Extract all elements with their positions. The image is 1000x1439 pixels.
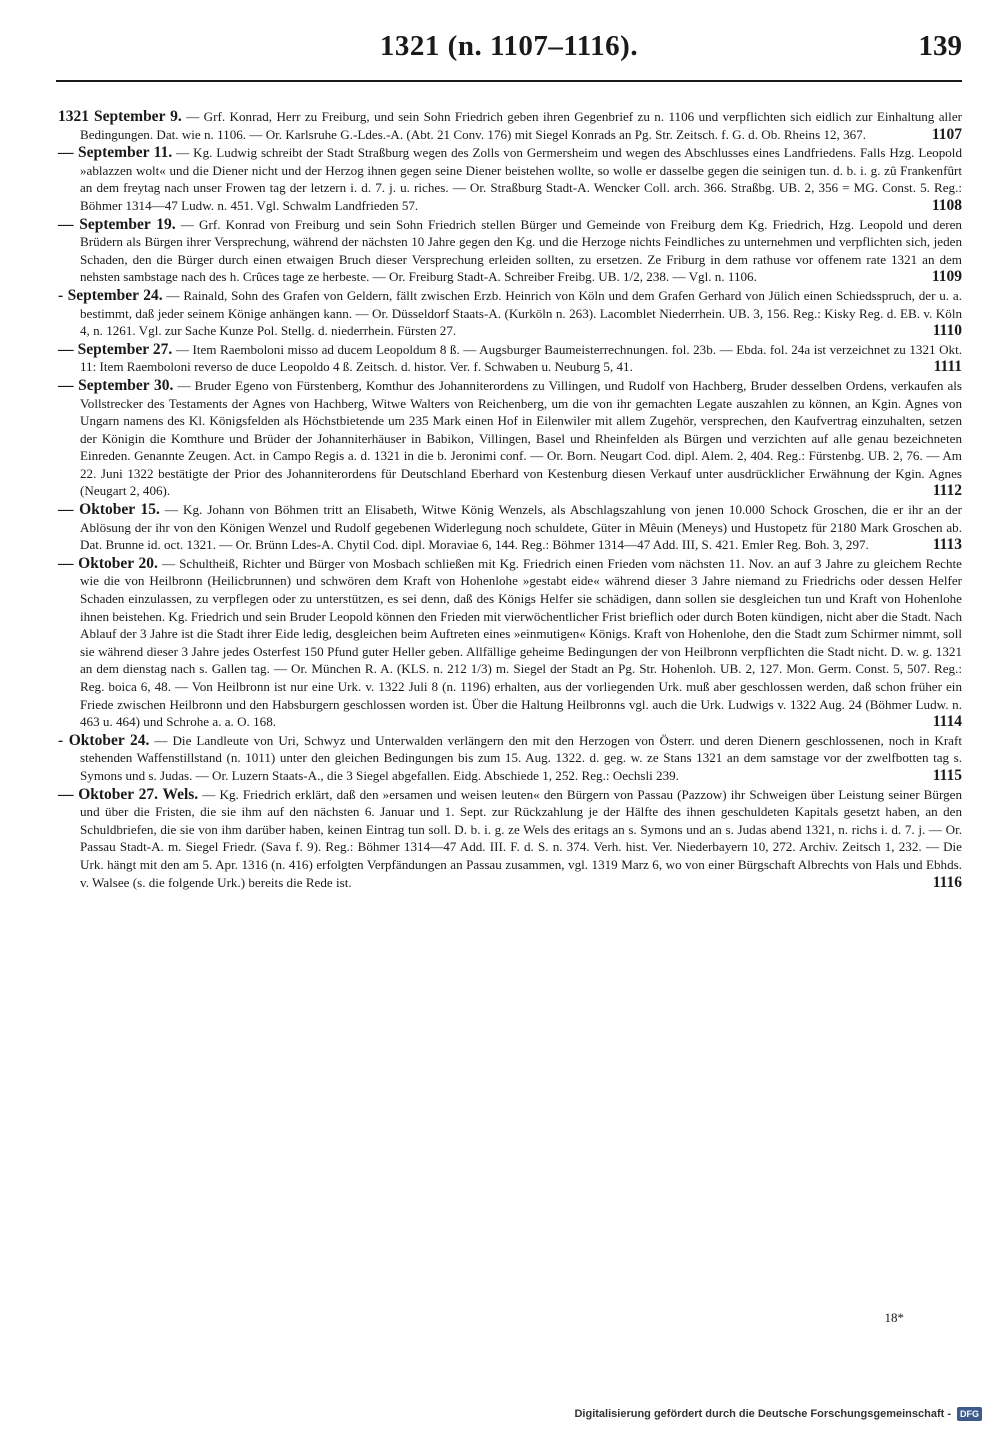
page-number: 139: [918, 30, 962, 62]
entry-1111: [58, 341, 962, 376]
entry-text: — Grf. Konrad von Freiburg und sein Sohn Friedrich stellen Bürger und Gemeinde von Freiburg dem Kg. Friedrich, Hzg. Leopold und deren Brüdern als Bürgen ihrer Versprechung, während der nächsten 10 Jahre gegen den Kg. und die Herzoge nichts Feindliches zu unternehmen und verpflichten sich, jeden Schaden, den die Bürger durch einen etwaigen Bruch dieser Versprechung erleiden sollten, zu ersetzen. Ze Friburg in dem rathuse vor offenem rate 1321 an dem nehsten sambstage nach des h. Crûces tage ze herbeste. — Or. Freiburg Stadt-A. Schreiber Freibg. UB. 1/2, 238. — Vgl. n. 1106.: [80, 216, 962, 285]
entry-1108: [58, 144, 962, 214]
header-divider: [56, 80, 962, 82]
page-header: [56, 30, 962, 74]
entries-list: [58, 108, 962, 892]
entry-number: 1110: [932, 322, 962, 340]
entry-1109: [58, 216, 962, 286]
entry-1112: [58, 377, 962, 500]
entry-text: — Kg. Johann von Böhmen tritt an Elisabeth, Witwe König Wenzels, als Abschlagszahlung von jenen 10.000 Schock Groschen, die er ihr an der Ablösung der ihr von den Königen Wenzel und Rudolf gegebenen Widerlegung noch schuldete, Güter in Mêuin (Meneys) und Hustopetz für 2180 Mark Groschen ab. Dat. Brunne id. oct. 1321. — Or. Brünn Ldes-A. Chytil Cod. dipl. Moraviae 6, 144. Reg.: Böhmer 1314—47 Add. III, S. 421. Emler Reg. Boh. 3, 297.: [80, 502, 962, 553]
entry-number: 1115: [932, 766, 962, 784]
entry-1115: [58, 732, 962, 785]
entry-date: — September 19.: [58, 215, 176, 233]
entry-date: 1321 September 9.: [58, 108, 182, 125]
entry-1113: [58, 501, 962, 554]
signature-mark: 18*: [884, 1310, 904, 1325]
entry-1116: [58, 786, 962, 892]
dfg-logo-icon: DFG: [957, 1407, 982, 1421]
entry-number: 1116: [932, 873, 962, 891]
entry-number: 1109: [931, 268, 962, 286]
footer-text: Digitalisierung gefördert durch die Deutsche Forschungsgemeinschaft -: [574, 1408, 951, 1420]
entry-date: - Oktober 24.: [58, 731, 150, 749]
entry-1110: [58, 287, 962, 340]
entry-text: — Rainald, Sohn des Grafen von Geldern, fällt zwischen Erzb. Heinrich von Köln und dem Grafen Gerhard von Jülich einen Schiedsspruch, der u. a. bestimmt, daß jeder seinem Könige anhängen kann. — Or. Düsseldorf Staats-A. (Kurköln n. 263). Lacomblet Niederrhein. UB. 3, 156. Reg.: Kisky Reg. d. EB. v. Köln 4, n. 1261. Vgl. zur Sache Kunze Pol. Stellg. d. niederrhein. Fürsten 27.: [80, 287, 962, 339]
entry-number: 1111: [933, 358, 962, 376]
entry-date: — September 27.: [58, 340, 173, 358]
entry-date: — September 11.: [58, 144, 173, 162]
entry-number: 1114: [932, 713, 962, 731]
digitization-footer: [574, 1407, 982, 1421]
entry-number: 1112: [932, 482, 962, 500]
entry-text: — Kg. Ludwig schreibt der Stadt Straßburg wegen des Zolls von Germersheim und wegen des Abschlusses eines Landfriedens. Falls Hzg. Leopold »ablazzen wolt« und die Diener nicht und der Herzog ihnen gegen seine Diener beistehen wollte, so wolle er dasselbe gegen die seinigen tun. d. b. i. g. zû Frankenfûrt an dem freytag nach unser Frowen tag der letzern i. d. 7. j. u. riches. — Or. Straßburg Stadt-A. Wencker Coll. arch. 366. Straßbg. UB. 2, 356 = MG. Const. 5. Reg.: Böhmer 1314—47 Ludw. n. 451. Vgl. Schwalm Landfrieden 57.: [80, 145, 962, 213]
entry-1107: [58, 108, 962, 143]
entry-date: — Oktober 20.: [58, 554, 158, 572]
entry-text: — Schultheiß, Richter und Bürger von Mosbach schließen mit Kg. Friedrich einen Frieden vom nächsten 11. Nov. an auf 3 Jahre zu gleichem Rechte wie die von Heilbronn (Heilicbrunnen) und schwören dem Kraft von Hohenlohe »gestabt eide« während dieser 3 Jahre niemand zu Friedrichs oder dessen Helfer Schaden einzulassen, zu verpflegen oder zu unterstützen, es sei denn, daß des Königs Helfer sie schädigen, dann sollen sie desgleichen tun und Kraft von Hohenlohe ihnen beistehen. Kg. Friedrich und sein Bruder Leopold können den Frieden mit vierwöchentlicher Frist brieflich oder durch Boten kündigen, nicht aber die Stadt. Nach Ablauf der 3 Jahre ist die Stadt ihrer Eide ledig, desgleichen beim Auftreten eines »einmutigen« Königs. Kraft von Hohenlohe, den die Stadt zum Schirmer nimmt, soll sie während dieser 3 Jahre jedes Osterfest 150 Pfund guter Heller geben. Allfällige geheime Bedingungen der von Heilbronn verpflichten die Stadt nicht. D. w. g. 1321 an dem dienstag nach s. Gallen tag. — Or. München R. A. (KLS. n. 212 1/3) m. Siegel der Stadt an Pg. Str. Hohenloh. UB. 2, 127. Mon. Germ. Const. 5, 507. Reg.: Reg. boica 6, 48. — Von Heilbronn ist nur eine Urk. v. 1322 Juli 8 (n. 1196) erhalten, aus der vorliegenden Urk. muß aber geschlossen werden, daß schon früher ein Friede zwischen Heilbronn und den Habsburgern geschlossen worden ist. Über die Haltung Heilbronns vgl. auch die Urk. Ludwigs v. 1322 Aug. 24 (Böhmer Ludw. n. 463 u. 464) und Schrohe a. a. O. 168.: [80, 555, 962, 730]
entry-date: — September 30.: [58, 376, 174, 394]
entry-text: — Item Raemboloni misso ad ducem Leopoldum 8 ß. — Augsburger Baumeisterrechnungen. fol. 23b. — Ebda. fol. 24a ist verzeichnet zu 1321 Okt. 11: Item Raemboloni reverso de duce Leopoldo 4 ß. Zeitsch. d. histor. Ver. f. Schwaben u. Neuburg 5, 41.: [80, 341, 962, 375]
page-title: 1321 (n. 1107–1116).: [379, 30, 639, 62]
entry-date: — Oktober 15.: [58, 501, 160, 519]
entry-number: 1113: [932, 536, 962, 554]
entry-date: - September 24.: [58, 286, 163, 304]
entry-text: — Kg. Friedrich erklärt, daß den »ersamen und weisen leuten« den Bürgern von Passau (Pazzow) ihr Schweigen über Leistung seiner Bürgen und über die Fristen, die sie ihm auf den nächsten 6. Januar und 1. Sept. zur Rückzahlung je der Hälfte des ihnen geschuldeten Kapitals gesetzt haben, an den Schuldbriefen, die sie von ihm darüber haben, keinen Eintrag tun soll. D. b. i. g. ze Wels des eritags an s. Symons und an s. Judas abend 1321, n. richs i. d. 7. j. — Or. Passau Stadt-A. m. Siegel Friedr. (Sava f. 9). Reg.: Böhmer 1314—47 Add. III. F. d. S. n. 374. Verh. hist. Ver. Niederbayern 10, 272. Archiv. Zeitsch 1, 232. — Die Urk. hängt mit den am 5. Apr. 1316 (n. 416) erfolgten Verpfändungen an Passau zusammen, vgl. 1319 Marz 6, wo von einer Bürgschaft Albrechts von Hals und Ebhds. v. Walsee (s. die folgende Urk.) bereits die Rede ist.: [80, 786, 962, 890]
entry-1114: [58, 555, 962, 731]
entry-date: — Oktober 27. Wels.: [58, 785, 199, 803]
entry-text: — Grf. Konrad, Herr zu Freiburg, und sein Sohn Friedrich geben ihren Gegenbrief zu n. 1106 und verpflichten sich eidlich zur Einhaltung aller Bedingungen. Dat. wie n. 1106. — Or. Karlsruhe G.-Ldes.-A. (Abt. 21 Conv. 176) mit Siegel Konrads an Pg. Str. Zeitsch. f. G. d. Ob. Rheins 12, 367.: [80, 109, 962, 142]
entry-number: 1107: [931, 125, 962, 143]
entry-number: 1108: [931, 196, 962, 214]
entry-text: — Bruder Egeno von Fürstenberg, Komthur des Johanniterordens zu Villingen, und Rudolf von Hachberg, Bruder desselben Ordens, verkaufen als Vollstrecker des Testaments der Agnes von Hachberg, Witwe Walters von Reichenberg, um die von ihr gemachten Legate auszahlen zu können, an Kgin. Agnes von Ungarn namens des Kl. Königsfelden als Höchstbietende um 235 Mark einen Hof in Eilenwiler mit allem Zugehör, versprechen, den Kaufvertrag einzuhalten, setzen der Königin die Komthure und Brüder der Johanniterhäuser in Babikon, Villingen, Basel und Rheinfelden als Bürgen und verzichten auf alle genau bezeichneten Einreden. Genannte Zeugen. Act. in Campo Regis a. d. 1321 in die b. Jeronimi conf. — Or. Born. Neugart Cod. dipl. Alem. 2, 404. Reg.: Fürstenbg. UB. 2, 76. — Am 22. Juni 1322 bestätigte der Prior des Johanniterordens für Deutschland Eberhard von Kestenburg diesen Verkauf unter ausdrücklicher Erwähnung der Kgin. Agnes (Neugart 2, 406).: [80, 377, 962, 499]
entry-text: — Die Landleute von Uri, Schwyz und Unterwalden verlängern den mit den Herzogen von Österr. und deren Dienern geschlossenen, noch in Kraft stehenden Waffenstillstand (n. 1011) unter den gleichen Bedingungen bis zum 15. Aug. 1322. d. geg. w. ze Stans 1321 an dem samstage vor der zwelfbotten tag s. Symons und s. Judas. — Or. Luzern Staats-A., die 3 Siegel abgefallen. Eidg. Abschiede 1, 252. Reg.: Oechsli 239.: [80, 732, 962, 783]
